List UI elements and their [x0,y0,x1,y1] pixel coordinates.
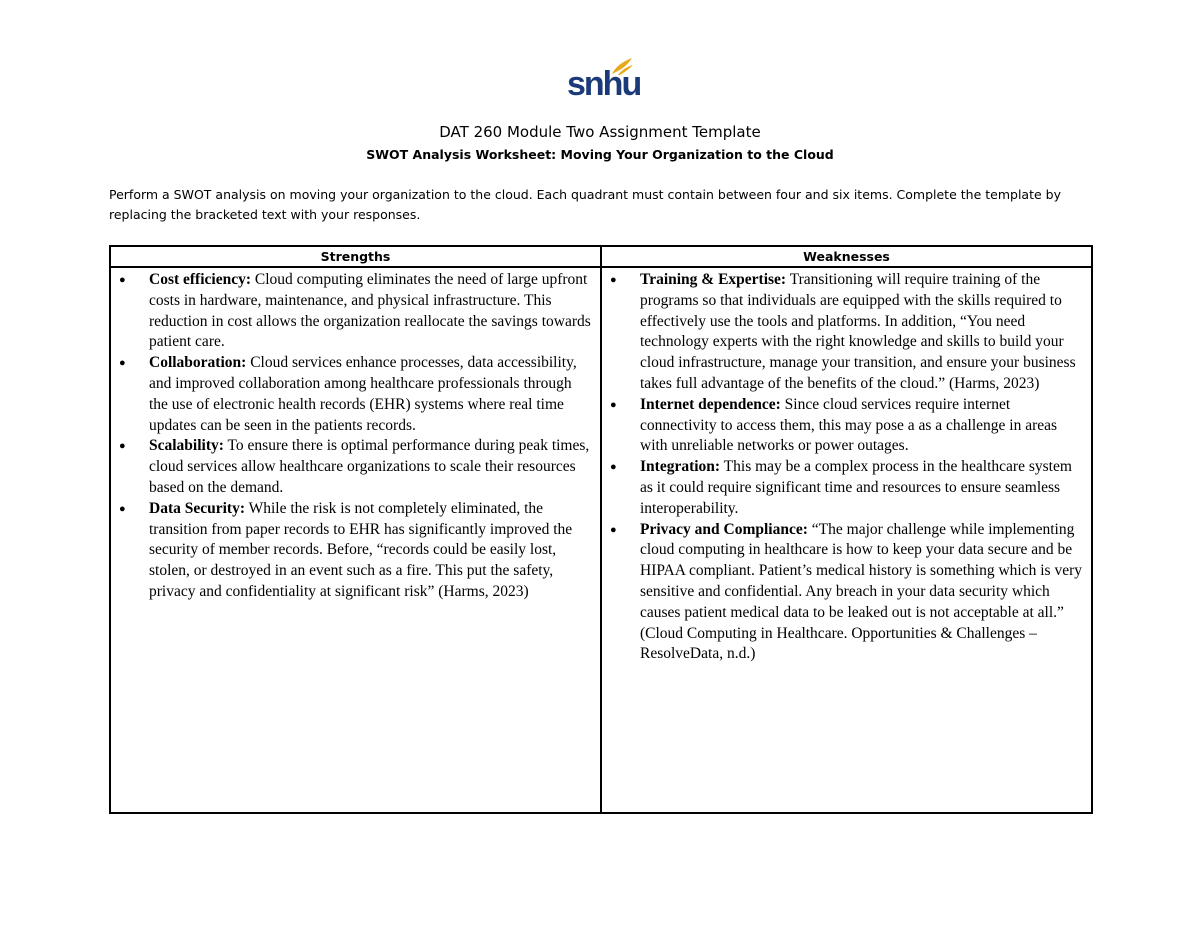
item-title: Training & Expertise: [640,271,787,288]
logo-text: snhu [567,65,641,103]
item-text: “The major challenge while implementing cloud computing in healthcare is how to keep your data secure and be HIPAA compliant. Patient’s medical history is something which is very sensitive and confidential. Any breach in your data security which causes patient medical data to be leaked out is not acceptable at all.” (Cloud Computing in Healthcare. Opportunities & Challenges – ResolveData, n.d.) [640,520,1082,663]
item-text: To ensure there is optimal performance during peak times, cloud services allow healthcare organizations to scale their resources based on the demand. [149,437,590,496]
bullet-icon: ● [610,461,617,474]
strengths-header: Strengths [110,246,601,267]
item-title: Data Security: [149,499,245,517]
item-text: Since cloud services require internet connectivity to access them, this may pose a as a challenge in areas with unreliable networks or power outages. [640,395,1058,455]
strengths-cell [110,267,601,813]
item-title: Scalability: [149,437,224,455]
instructions-text: Perform a SWOT analysis on moving your organization to the cloud. Each quadrant must contain between four and six items. Complete the template by replacing the bracketed text with your responses. [109,187,1061,222]
list-item [119,353,594,436]
item-title: Integration: [640,458,721,476]
table-body-row [110,267,1092,813]
item-title: Privacy and Compliance: [640,520,808,538]
item-text: Transitioning will require training of the programs so that individuals are equipped with the skills required to effectively use the tools and platforms. In addition, “You need technology experts with the right knowledge and skills to build your cloud infrastructure, manage your transition, and ensure your business takes full advantage of the benefits of the cloud.” (Harms, 2023) [640,271,1076,392]
bullet-icon: ● [610,523,617,536]
item-text: While the risk is not completely eliminated, the transition from paper records to EHR has significantly improved the security of member records. Before, “records could be easily lost, stolen, or destroyed in an event such as a fire. This put the safety, privacy and confidentiality at significant risk” (Harms, 2023) [149,499,573,600]
weaknesses-list [602,268,1091,665]
weaknesses-cell [601,267,1092,813]
item-text: This may be a complex process in the healthcare system as it could require significant time and resources to ensure seamless interoperability. [640,458,1072,517]
item-title: Cost efficiency: [149,271,251,288]
table-header-row [110,246,1092,267]
bullet-icon: ● [119,502,126,515]
item-text: Cloud computing eliminates the need of large upfront costs in hardware, maintenance, and physical infrastructure. This reduction in cost allows the organization reallocate the savings towards patient care. [149,271,591,351]
bullet-icon: ● [119,357,126,370]
page-title: DAT 260 Module Two Assignment Template [439,123,761,141]
list-item [119,499,594,603]
list-item [610,520,1085,666]
item-text: Cloud services enhance processes, data accessibility, and improved collaboration among healthcare professionals through the use of electronic health records (EHR) systems where real time updates can be seen in the patients records. [149,354,577,434]
snhu-logo [562,56,641,104]
strengths-list [111,268,600,603]
bullet-icon: ● [119,440,126,453]
weaknesses-header: Weaknesses [601,246,1092,267]
list-item [119,436,594,498]
item-title: Internet dependence: [640,395,781,413]
list-item [610,457,1085,519]
swot-table [109,245,1093,814]
list-item [610,270,1085,395]
bullet-icon: ● [610,274,617,286]
list-item [119,270,594,353]
bullet-icon: ● [119,274,126,286]
page-subtitle: SWOT Analysis Worksheet: Moving Your Organization to the Cloud [366,147,834,162]
list-item [610,395,1085,457]
bullet-icon: ● [610,398,617,411]
item-title: Collaboration: [149,354,247,372]
